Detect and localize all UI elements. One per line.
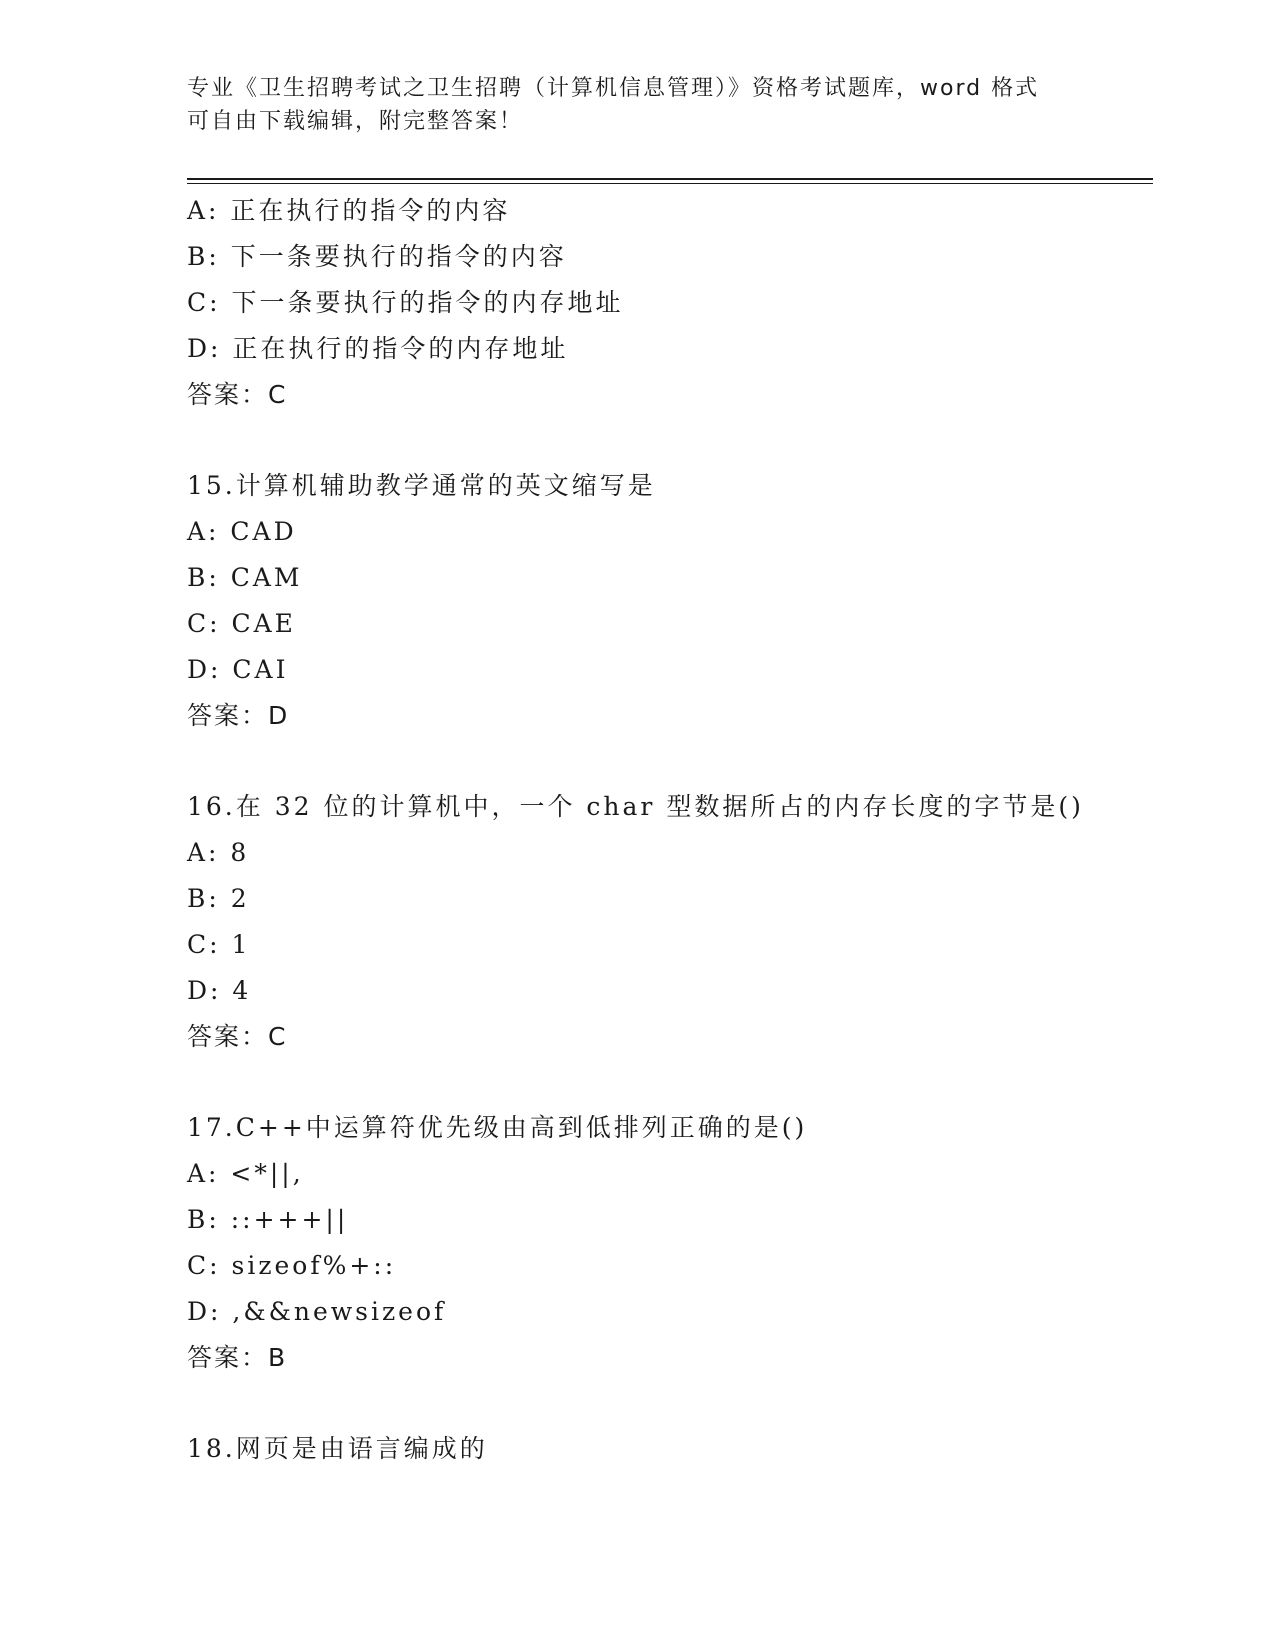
option-d: D: 正在执行的指令的内存地址 [187,334,569,363]
question-text: 16.在 32 位的计算机中，一个 char 型数据所占的内存长度的字节是() [187,792,1084,821]
option-b: B: ::+++|| [187,1205,349,1234]
option-a: A: <*||, [187,1159,304,1188]
question-list [187,188,1147,1472]
spacer [187,418,1147,463]
option-d: D: ,&&newsizeof [187,1297,447,1326]
answer-line: 答案：B [187,1343,288,1372]
spacer [187,1381,1147,1426]
spacer [187,1060,1147,1105]
option-c: C: 1 [187,930,251,959]
question-block-16 [187,784,1147,1060]
header-line-1: 专业《卫生招聘考试之卫生招聘（计算机信息管理）》资格考试题库，word 格式 [187,76,1040,101]
document-header [187,72,1067,138]
option-b: B: CAM [187,563,303,592]
option-d: D: CAI [187,655,289,684]
header-line-2: 可自由下载编辑，附完整答案！ [187,109,524,134]
option-b: B: 2 [187,884,250,913]
option-d: D: 4 [187,976,252,1005]
question-block-18 [187,1426,1147,1472]
question-block-17 [187,1105,1147,1381]
answer-line: 答案：C [187,380,288,409]
header-divider-thick [187,178,1153,180]
answer-line: 答案：D [187,701,290,730]
option-c: C: 下一条要执行的指令的内存地址 [187,288,624,317]
option-a: A: 正在执行的指令的内容 [187,196,511,225]
spacer [187,739,1147,784]
question-block-15 [187,463,1147,739]
question-text: 18.网页是由语言编成的 [187,1434,488,1463]
question-text: 17.C++中运算符优先级由高到低排列正确的是() [187,1113,808,1142]
answer-line: 答案：C [187,1022,288,1051]
question-text: 15.计算机辅助教学通常的英文缩写是 [187,471,656,500]
option-a: A: 8 [187,838,250,867]
option-c: C: CAE [187,609,296,638]
header-divider-thin [187,183,1153,184]
option-a: A: CAD [187,517,297,546]
option-b: B: 下一条要执行的指令的内容 [187,242,567,271]
question-block-14 [187,188,1147,418]
option-c: C: sizeof%+:: [187,1251,397,1280]
